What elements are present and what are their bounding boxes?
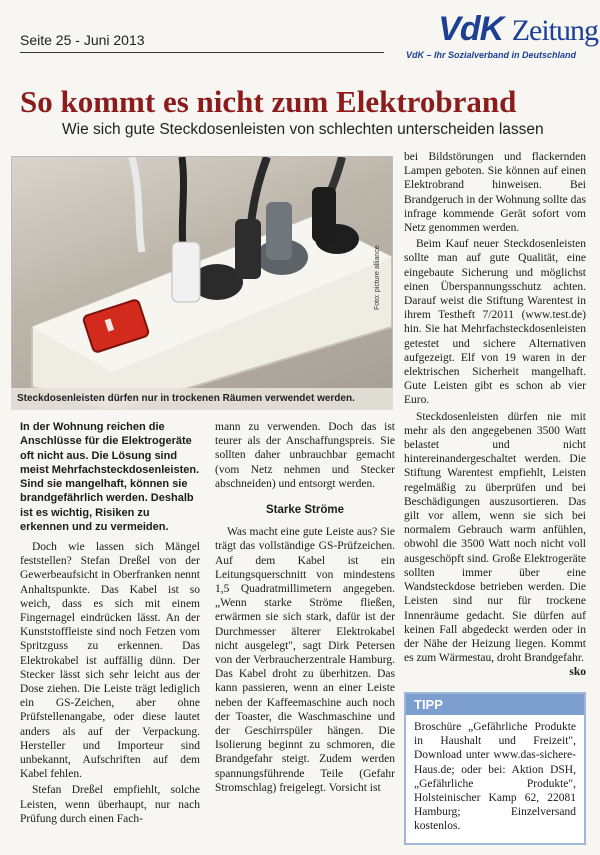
paragraph: Doch wie lassen sich Mängel feststellen? Stefan Dreßel von der Gewerbeaufsicht in Oberfranken nennt Anhaltspunkte. Das Kabel ist so weich, dass es sich mit einem Fingernagel eindrücken lässt. An der Kunststoffleiste sind noch Fetzen vom Spritzguss zu erkennen. Das Elektrokabel ist auffällig dünn. Der Stecker lässt sich sehr leicht aus der Dose ziehen. Die Leiste trägt lediglich ein GS-Zeichen, aber ohne Prüfstellenangabe, oder diese lautet anders als auf der Verpackung. Hersteller und Importeur sind unbekannt, Aufschriften auf dem Kabel fehlen. xyxy=(20,541,200,781)
masthead xyxy=(12,8,598,70)
paragraph-text: Steckdosenleisten dürfen nie mit mehr als den angegebenen 3500 Watt belastet und nicht hintereinandergeschaltet werden. Die Stiftung Warentest empfiehlt, Leisten regelmäßig zu überprüfen und bei Beschädigungen auszusortieren. Das gilt vor allem, wenn sie sich bei normalem Gebrauch warm anfühlen, obwohl die 3500 Watt noch nicht voll ausgeschöpft sind. Große Elektrogeräte sollten immer über eine Wandsteckdose betrieben werden. Die Leisten sind nur für trockene Innenräume gedacht. Sie dürfen auf keinen Fall abgedeckt werden oder in der Nähe der Heizung liegen. Kommt es zum Wärmestau, droht Brandgefahr. xyxy=(404,410,586,665)
article-headline: So kommt es nicht zum Elektrobrand xyxy=(20,84,517,119)
tagline: VdK – Ihr Sozialverband in Deutschland xyxy=(405,50,576,60)
header-rule xyxy=(20,52,384,53)
paragraph: Stefan Dreßel empfiehlt, solche Leisten, wenn überhaupt, nur nach Prüfung durch einen Fach- xyxy=(20,784,200,825)
power-strip-illustration xyxy=(12,157,393,410)
paragraph: bei Bildstörungen und flackernden Lampen geboten. Sie können auf einen Elektrobrand hinweisen. Bei Brandgeruch in der Wohnung sollte das infrage kommende Gerät sofort vom Netz genommen werden. xyxy=(404,151,586,235)
paragraph: mann zu verwenden. Doch das ist teurer als der Anschaffungspreis. Sie sollten daher unbrauchbar gemacht (vom Netz nehmen und Stecker abschneiden) und entsorgt werden. xyxy=(215,421,395,490)
tip-text: Broschüre „Gefährliche Produkte in Haushalt und Freizeit", Download unter www.das-sichere-Haus.de; oder bei: Aktion DSH, „Gefährliche Produkte", Holsteinischer Kamp 62, 22081 Hamburg; Einzelversand kostenlos. xyxy=(414,721,576,833)
tip-box xyxy=(404,692,586,845)
paragraph xyxy=(404,410,586,679)
photo-credit: Foto: picture alliance xyxy=(374,245,381,310)
paragraph: Beim Kauf neuer Steckdosenleisten sollte man auf gute Qualität, eine eingebaute Sicherung und möglichst einen Überspannungsschutz achten. Darauf weist die Stiftung Warentest in ihrem Testheft 7/2011 (www.test.de) hin. Sie hat Mehrfachsteckdosenleisten getestet und sichere Alternativen aufgezeigt. Elf von 19 waren in der elektrischen Sicherheit mangelhaft. Gute Leisten gibt es schon ab vier Euro. xyxy=(404,238,586,407)
article-lead: In der Wohnung reichen die Anschlüsse für die Elektrogeräte oft nicht aus. Die Lösung sind meist Mehrfachsteckdosenleisten. Sind sie mangelhaft, können sie brandgefährlich werden. Deshalb ist es wichtig, Risiken zu erkennen und zu vermeiden. xyxy=(20,421,200,534)
article-subheadline: Wie sich gute Steckdosenleisten von schlechten unterscheiden lassen xyxy=(62,121,544,138)
section-heading: Starke Ströme xyxy=(266,504,344,517)
author-signature: sko xyxy=(569,666,586,679)
photo-caption: Steckdosenleisten dürfen nur in trockenen Räumen verwendet werden. xyxy=(11,388,393,410)
paragraph: Was macht eine gute Leiste aus? Sie trägt das vollständige GS-Prüfzeichen. Auf dem Kabel ist ein Leitungsquerschnitt von mindestens 1,5 Quadratmillimetern angegeben. „Wenn starke Ströme fließen, erwärmen sie sich stark, dafür ist der Durchmesser älterer Elektrokabel nicht ausgelegt", sagt Dirk Petersen von der Verbraucherzentrale Hamburg. Das Kabel droht zu überhitzen. Das kann passieren, wenn an einer Leiste neben der Kaffeemaschine auch noch der Toaster, die Waschmaschine und der Geschirrspüler hängen. Die Isolierung beginnt zu schmoren, die Brandgefahr steigt. Zudem werden spannungsführende Teile (Gefahr Stromschlag) freigelegt. Vorsicht ist xyxy=(215,526,395,794)
tip-title: TIPP xyxy=(406,694,584,715)
article-column-1 xyxy=(20,540,200,828)
vdk-logo xyxy=(438,10,598,49)
power-strip-photo xyxy=(11,156,393,410)
logo-mark: VdK xyxy=(438,10,504,48)
issue-date: Seite 25 - Juni 2013 xyxy=(20,32,145,48)
article-column-2 xyxy=(215,420,395,797)
logo-word: Zeitung xyxy=(511,14,598,47)
article-column-3 xyxy=(404,150,586,680)
